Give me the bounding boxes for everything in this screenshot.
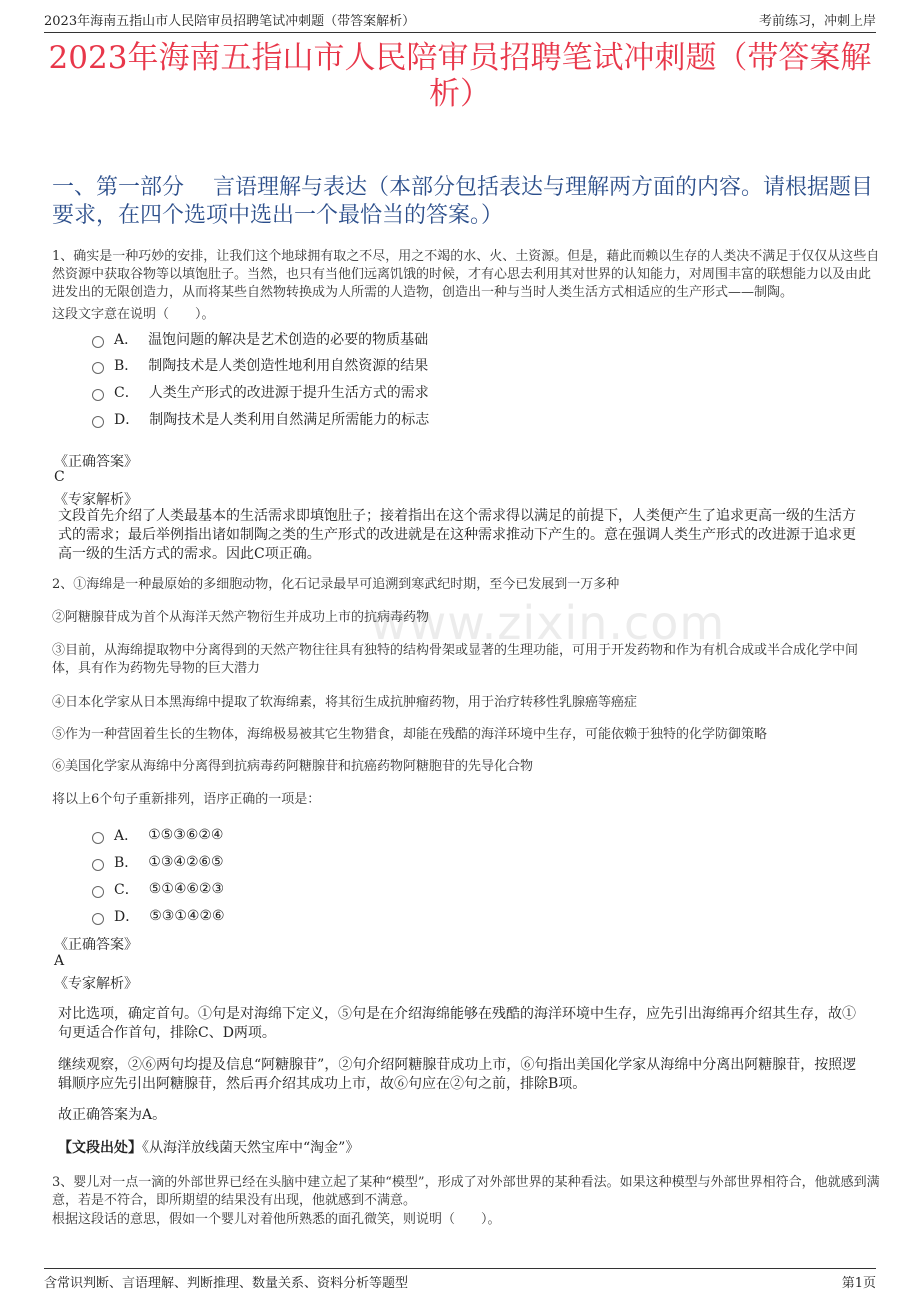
- option-letter: A．: [114, 332, 139, 348]
- page-number: 第1页: [841, 1275, 876, 1291]
- option-letter: C．: [114, 882, 139, 898]
- option-text: ①⑤③⑥②④: [148, 827, 224, 843]
- q3-prompt: 根据这段话的意思，假如一个婴儿对着他所熟悉的面孔微笑，则说明（ ）。: [52, 1212, 501, 1227]
- q1-option-d[interactable]: [92, 409, 429, 429]
- q2-option-a[interactable]: [92, 825, 223, 845]
- q1-prompt: 这段文字意在说明（ ）。: [52, 307, 215, 322]
- q1-answer-label: 《正确答案》: [54, 454, 138, 470]
- document-title: 2023年海南五指山市人民陪审员招聘笔试冲刺题（带答案解析）: [48, 40, 872, 112]
- page-footer: [44, 1268, 876, 1293]
- option-letter: D．: [114, 909, 140, 925]
- q2-sentence-4: ④日本化学家从日本黑海绵中提取了软海绵素，将其衍生成抗肿瘤药物，用于治疗转移性乳腺癌等癌症: [52, 695, 638, 710]
- radio-icon[interactable]: [92, 913, 104, 925]
- q2-sentence-2: ②阿糖腺苷成为首个从海洋天然产物衍生并成功上市的抗病毒药物: [52, 610, 430, 625]
- radio-icon[interactable]: [92, 859, 104, 871]
- q1-option-b[interactable]: [92, 355, 428, 375]
- option-text: 温饱问题的解决是艺术创造的必要的物质基础: [148, 332, 429, 348]
- source-label: 【文段出处】: [58, 1140, 142, 1156]
- q2-analysis-para-2: 继续观察，②⑥两句均提及信息“阿糖腺苷”，②句介绍阿糖腺苷成功上市，⑥句指出美国化学家从海绵中分离出阿糖腺苷，按照逻辑顺序应先引出阿糖腺苷，然后再介绍其成功上市，故⑥句应在②句之前，排除B项。: [58, 1057, 857, 1092]
- q2-sentence-3: ③目前，从海绵提取物中分离得到的天然产物往往具有独特的结构骨架或显著的生理功能，可用于开发药物和作为有机合成或半合成化学中间体，具有作为药物先导物的巨大潜力: [52, 643, 859, 676]
- q1-analysis-label: 《专家解析》: [54, 492, 138, 508]
- option-letter: D．: [114, 412, 140, 428]
- q2-sentence-1: 2、①海绵是一种最原始的多细胞动物，化石记录最早可追溯到寒武纪时期，至今已发展到一万多种: [52, 577, 620, 592]
- q2-analysis-para-1: 对比选项，确定首句。①句是对海绵下定义，⑤句是在介绍海绵能够在残酷的海洋环境中生存，应先引出海绵再介绍其生存，故①句更适合作首句，排除C、D两项。: [58, 1006, 856, 1041]
- q1-option-a[interactable]: [92, 329, 428, 349]
- header-right-text: 考前练习，冲刺上岸: [758, 14, 876, 29]
- page-header: [44, 10, 876, 33]
- q2-source: [58, 1139, 860, 1158]
- q1-option-c[interactable]: [92, 382, 429, 402]
- option-text: 制陶技术是人类利用自然满足所需能力的标志: [149, 412, 430, 428]
- q2-option-c[interactable]: [92, 879, 224, 899]
- radio-icon[interactable]: [92, 886, 104, 898]
- q2-sentence-6: ⑥美国化学家从海绵中分离得到抗病毒药阿糖腺苷和抗癌药物阿糖胞苷的先导化合物: [52, 759, 534, 774]
- q1-analysis: 文段首先介绍了人类最基本的生活需求即填饱肚子；接着指出在这个需求得以满足的前提下，人类便产生了追求更高一级的生活方式的需求；最后举例指出诸如制陶之类的生产形式的改进就是在这种需求推动下产生的。意在强调人类生产形式的改进源于追求更高一级的生活方式的需求。因此C项正确。: [58, 508, 856, 562]
- option-text: 人类生产形式的改进源于提升生活方式的需求: [148, 385, 429, 401]
- q2-option-d[interactable]: [92, 906, 225, 926]
- source-text: 《从海洋放线菌天然宝库中“淘金”》: [142, 1140, 360, 1156]
- watermark: www.zixin.com: [370, 596, 726, 650]
- section-heading: 一、第一部分 言语理解与表达（本部分包括表达与理解两方面的内容。请根据题目要求，在四个选项中选出一个最恰当的答案。）: [52, 175, 873, 228]
- q3-stem: 3、婴儿对一点一滴的外部世界已经在头脑中建立起了某种“模型”，形成了对外部世界的某种看法。如果这种模型与外部世界相符合，他就感到满意，若是不符合，即所期望的结果没有出现，他就感到不满意。: [52, 1175, 880, 1208]
- radio-icon[interactable]: [92, 389, 104, 401]
- q2-answer: A: [54, 953, 65, 969]
- radio-icon[interactable]: [92, 362, 104, 374]
- footer-left-text: 含常识判断、言语理解、判断推理、数量关系、资料分析等题型: [44, 1275, 409, 1291]
- option-text: ⑤③①④②⑥: [149, 908, 225, 924]
- radio-icon[interactable]: [92, 832, 104, 844]
- q1-stem: 1、确实是一种巧妙的安排，让我们这个地球拥有取之不尽，用之不竭的水、火、土资源。但是，藉此而赖以生存的人类决不满足于仅仅从这些自然资源中获取谷物等以填饱肚子。当然，也只有当他们远离饥饿的时候，才有心思去利用其对世界的认知能力，对周围丰富的联想能力以及由此进发出的无限创造力，从而将某些自然物转换成为人所需的人造物，创造出一种与当时人类生活方式相适应的生产形式——制陶。: [52, 249, 880, 300]
- option-text: 制陶技术是人类创造性地利用自然资源的结果: [148, 358, 429, 374]
- q2-prompt: 将以上6个句子重新排列，语序正确的一项是：: [52, 792, 321, 807]
- option-letter: B．: [114, 855, 139, 871]
- option-text: ①③④②⑥⑤: [148, 854, 224, 870]
- q2-option-b[interactable]: [92, 852, 224, 872]
- option-letter: B．: [114, 358, 139, 374]
- q2-sentence-5: ⑤作为一种营固着生长的生物体，海绵极易被其它生物猎食，却能在残酷的海洋环境中生存，可能依赖于独特的化学防御策略: [52, 727, 768, 742]
- q2-analysis-para-3: 故正确答案为A。: [58, 1107, 167, 1123]
- option-letter: C．: [114, 385, 139, 401]
- radio-icon[interactable]: [92, 416, 104, 428]
- header-left-text: 2023年海南五指山市人民陪审员招聘笔试冲刺题（带答案解析）: [44, 14, 416, 29]
- q2-analysis-label: 《专家解析》: [54, 976, 138, 992]
- radio-icon[interactable]: [92, 336, 104, 348]
- option-letter: A．: [114, 828, 139, 844]
- q2-answer-label: 《正确答案》: [54, 937, 138, 953]
- option-text: ⑤①④⑥②③: [148, 881, 225, 897]
- q1-answer: C: [54, 469, 65, 485]
